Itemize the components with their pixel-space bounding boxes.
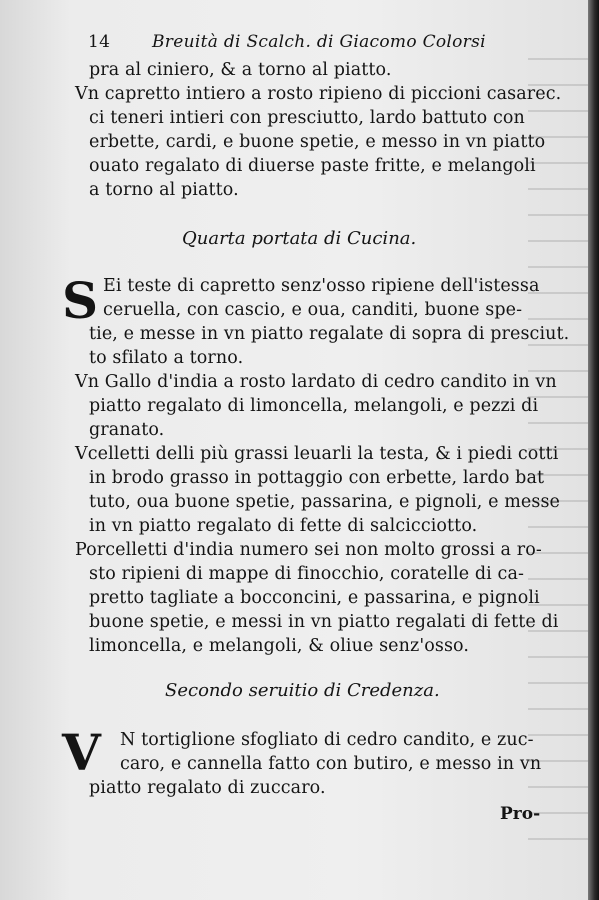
section-heading: Secondo seruitio di Credenza.	[165, 680, 440, 701]
text-line: Ei teste di capretto senz'osso ripiene dell'istessa	[103, 276, 540, 296]
text-line: Vcelletti delli più grassi leuarli la testa, & i piedi cotti	[75, 444, 559, 464]
text-line: to sfilato a torno.	[89, 348, 244, 368]
drop-cap: S	[62, 271, 99, 330]
text-line: in vn piatto regalato di fette di salcicciotto.	[89, 516, 478, 536]
text-line: Porcelletti d'india numero sei non molto grossi a ro-	[75, 540, 542, 560]
text-line: erbette, cardi, e buone spetie, e messo in vn piatto	[89, 132, 546, 152]
text-line: tie, e messe in vn piatto regalate di sopra di presciut.	[89, 324, 570, 344]
text-line: piatto regalato di zuccaro.	[89, 778, 326, 798]
text-line: tuto, oua buone spetie, passarina, e pignoli, e messe	[89, 492, 561, 512]
catchword: Pro-	[500, 804, 541, 824]
text-line: Vn capretto intiero a rosto ripieno di piccioni casarec.	[75, 84, 562, 104]
text-line: ceruella, con cascio, e oua, canditi, buone spe-	[103, 300, 523, 320]
text-line: Vn Gallo d'india a rosto lardato di cedro candito in vn	[75, 372, 557, 392]
text-line: limoncella, e melangoli, & oliue senz'osso.	[89, 636, 470, 656]
text-line: in brodo grasso in pottaggio con erbette, lardo bat	[89, 468, 545, 488]
text-line: ci teneri intieri con presciutto, lardo battuto con	[89, 108, 525, 128]
section-heading: Quarta portata di Cucina.	[182, 228, 417, 249]
drop-cap: V	[62, 723, 101, 782]
text-line: pretto tagliate a bocconcini, e passarina, e pignoli	[89, 588, 540, 608]
text-line: N tortiglione sfogliato di cedro candito, e zuc-	[120, 730, 534, 750]
running-title: Breuità di Scalch. di Giacomo Colorsi	[152, 32, 486, 52]
text-line: caro, e cannella fatto con butiro, e messo in vn	[120, 754, 542, 774]
text-line: pra al ciniero, & a torno al piatto.	[89, 60, 392, 80]
text-line: granato.	[89, 420, 165, 440]
text-line: buone spetie, e messi in vn piatto regalati di fette di	[89, 612, 559, 632]
page-number: 14	[88, 32, 111, 52]
text-line: sto ripieni di mappe di finocchio, coratelle di ca-	[89, 564, 524, 584]
page-edge-shadow	[588, 0, 599, 900]
text-line: piatto regalato di limoncella, melangoli, e pezzi di	[89, 396, 539, 416]
text-line: ouato regalato di diuerse paste fritte, e melangoli	[89, 156, 536, 176]
text-line: a torno al piatto.	[89, 180, 239, 200]
